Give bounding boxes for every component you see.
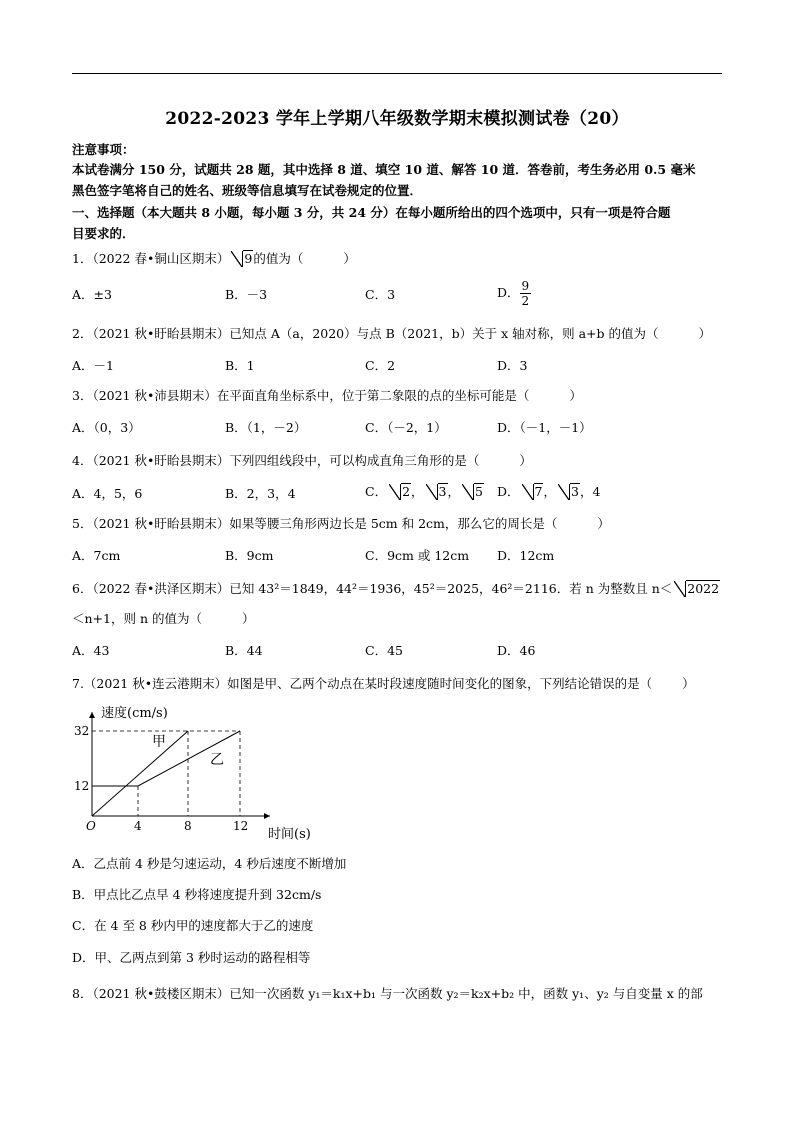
option-value: 4: [592, 484, 601, 499]
denominator: 2: [521, 294, 530, 308]
radicand: 5: [475, 484, 483, 499]
q7-option-d: D．甲、乙两点到第 3 秒时运动的路程相等: [72, 950, 311, 965]
q3-option-a: A．（0，3）: [72, 420, 141, 435]
speed-time-graph: [70, 700, 340, 845]
x-axis-label: 时间(s): [268, 827, 311, 842]
q5-option-c: C．9cm 或 12cm: [365, 548, 470, 563]
q6-option-c: C．45: [365, 643, 403, 658]
q3-option-c: C．（－2，1）: [365, 420, 447, 435]
question-3: [72, 387, 724, 405]
x-tick-12: 12: [233, 819, 249, 833]
q7-option-c: C．在 4 至 8 秒内甲的速度都大于乙的速度: [72, 918, 314, 933]
notice-line-1: 本试卷满分 150 分，试题共 28 题，其中选择 8 道、填空 10 道、解答 10 道．答卷前，考生务必用 0.5 毫米: [72, 162, 696, 177]
notice-text: [72, 159, 724, 201]
question-3-text: 3．（2021 秋•沛县期末）在平面直角坐标系中，位于第二象限的点的坐标可能是（: [72, 388, 530, 403]
section-heading-line-1: 一、选择题（本大题共 8 小题，每小题 3 分，共 24 分）在每小题所给出的四个选项中，只有一项是符合题: [72, 205, 671, 220]
radicand: 3: [438, 484, 447, 499]
question-6-text-2: ＜n+1，则 n 的值为（: [72, 611, 202, 626]
separator: ，: [411, 484, 424, 499]
q6-option-b: B．44: [225, 643, 263, 658]
close-paren: ）: [519, 453, 532, 468]
sqrt-symbol: [462, 483, 484, 501]
q5-option-d: D．12cm: [497, 548, 555, 563]
close-paren: ）: [597, 516, 610, 531]
question-6-text: 6．（2022 春•洪泽区期末）已知 43²＝1849，44²＝1936，45²＝2025，46²＝2116．若 n 为整数且 n＜: [72, 581, 673, 596]
question-4: [72, 452, 724, 470]
q3-option-d: D．（－1，－1）: [497, 420, 592, 435]
option-label: C．: [365, 484, 388, 499]
q4-option-d: [497, 483, 600, 501]
q7-option-b: B．甲点比乙点早 4 秒将速度提升到 32cm/s: [72, 887, 322, 902]
y-tick-32: 32: [74, 724, 90, 738]
q6-option-a: A．43: [72, 643, 110, 658]
option-label: D．: [497, 484, 520, 499]
sqrt-symbol: [426, 483, 448, 501]
q5-option-a: A．7cm: [72, 548, 121, 563]
question-2-text: 2．（2021 秋•盱眙县期末）已知点 A（a，2020）与点 B（2021，b）关于 x 轴对称，则 a+b 的值为（: [72, 326, 659, 341]
radicand: 2: [402, 484, 411, 499]
section-heading: [72, 202, 724, 244]
q2-option-d: D．3: [497, 358, 528, 373]
close-paren: ）: [682, 676, 695, 691]
radicand: 7: [534, 484, 543, 499]
header-rule: [72, 73, 722, 74]
question-1-suffix: 的值为（: [253, 251, 304, 266]
q5-option-b: B．9cm: [225, 548, 274, 563]
question-1: [72, 250, 724, 268]
numerator: 9: [521, 279, 530, 293]
option-label: D．: [497, 285, 520, 300]
fraction: [520, 279, 532, 308]
close-paren: ）: [343, 251, 356, 266]
label-jia: 甲: [152, 734, 166, 750]
sqrt-symbol: [231, 250, 253, 268]
q2-option-c: C．2: [365, 358, 396, 373]
radicand: 2022: [687, 581, 720, 596]
notice-heading: 注意事项：: [72, 142, 135, 157]
close-paren: ）: [569, 388, 582, 403]
section-heading-line-2: 目要求的．: [72, 226, 135, 241]
question-4-text: 4．（2021 秋•盱眙县期末）下列四组线段中，可以构成直角三角形的是（: [72, 453, 480, 468]
q4-option-c: [365, 483, 484, 501]
q2-option-a: A．－1: [72, 358, 114, 373]
q1-option-a: A．±3: [72, 287, 112, 302]
sqrt-symbol: [389, 483, 411, 501]
close-paren: ）: [698, 326, 711, 341]
x-tick-4: 4: [134, 819, 142, 833]
label-yi: 乙: [210, 752, 224, 768]
q6-option-d: D．46: [497, 643, 536, 658]
q4-option-a: A．4，5，6: [72, 486, 143, 501]
sqrt-symbol: [674, 580, 720, 598]
line-jia: [92, 731, 188, 816]
q1-option-c: C．3: [365, 287, 396, 302]
sqrt-symbol: [522, 483, 544, 501]
x-tick-8: 8: [184, 819, 192, 833]
sqrt-symbol: [558, 483, 580, 501]
q1-option-d: [497, 279, 531, 308]
q3-option-b: B．（1，－2）: [225, 420, 307, 435]
separator: ，: [579, 484, 593, 499]
q7-option-a: A．乙点前 4 秒是匀速运动，4 秒后速度不断增加: [72, 856, 347, 871]
separator: ，: [543, 484, 556, 499]
question-8: 8．（2021 秋•鼓楼区期末）已知一次函数 y₁＝k₁x+b₁ 与一次函数 y₂＝k₂x+b₂ 中，函数 y₁、y₂ 与自变量 x 的部: [72, 986, 703, 1001]
question-5: [72, 515, 724, 533]
question-2: [72, 325, 724, 343]
question-7-text: 7.（2021 秋•连云港期末）如图是甲、乙两个动点在某时段速度随时间变化的图象，下列结论错误的是（: [72, 676, 653, 691]
page-title: 2022-2023 学年上学期八年级数学期末模拟测试卷（20）: [165, 109, 629, 129]
notice-line-2: 黑色签字笔将自己的姓名、班级等信息填写在试卷规定的位置．: [72, 183, 423, 198]
y-tick-12: 12: [74, 779, 90, 793]
question-7: [72, 675, 724, 693]
question-1-prefix: 1．（2022 春•铜山区期末）: [72, 251, 230, 266]
radicand: 3: [571, 484, 579, 499]
close-paren: ）: [241, 611, 255, 626]
radicand: 9: [244, 251, 253, 266]
question-5-text: 5．（2021 秋•盱眙县期末）如果等腰三角形两边长是 5cm 和 2cm，那么它的周长是（: [72, 516, 558, 531]
q4-option-b: B．2，3，4: [225, 486, 296, 501]
separator: ，: [447, 484, 461, 499]
question-6: [72, 580, 724, 598]
q1-option-b: B．－3: [225, 287, 268, 302]
origin-label: O: [86, 819, 96, 833]
y-axis-label: 速度(cm/s): [101, 706, 168, 721]
q2-option-b: B．1: [225, 358, 255, 373]
question-6-line-2: [72, 610, 724, 628]
